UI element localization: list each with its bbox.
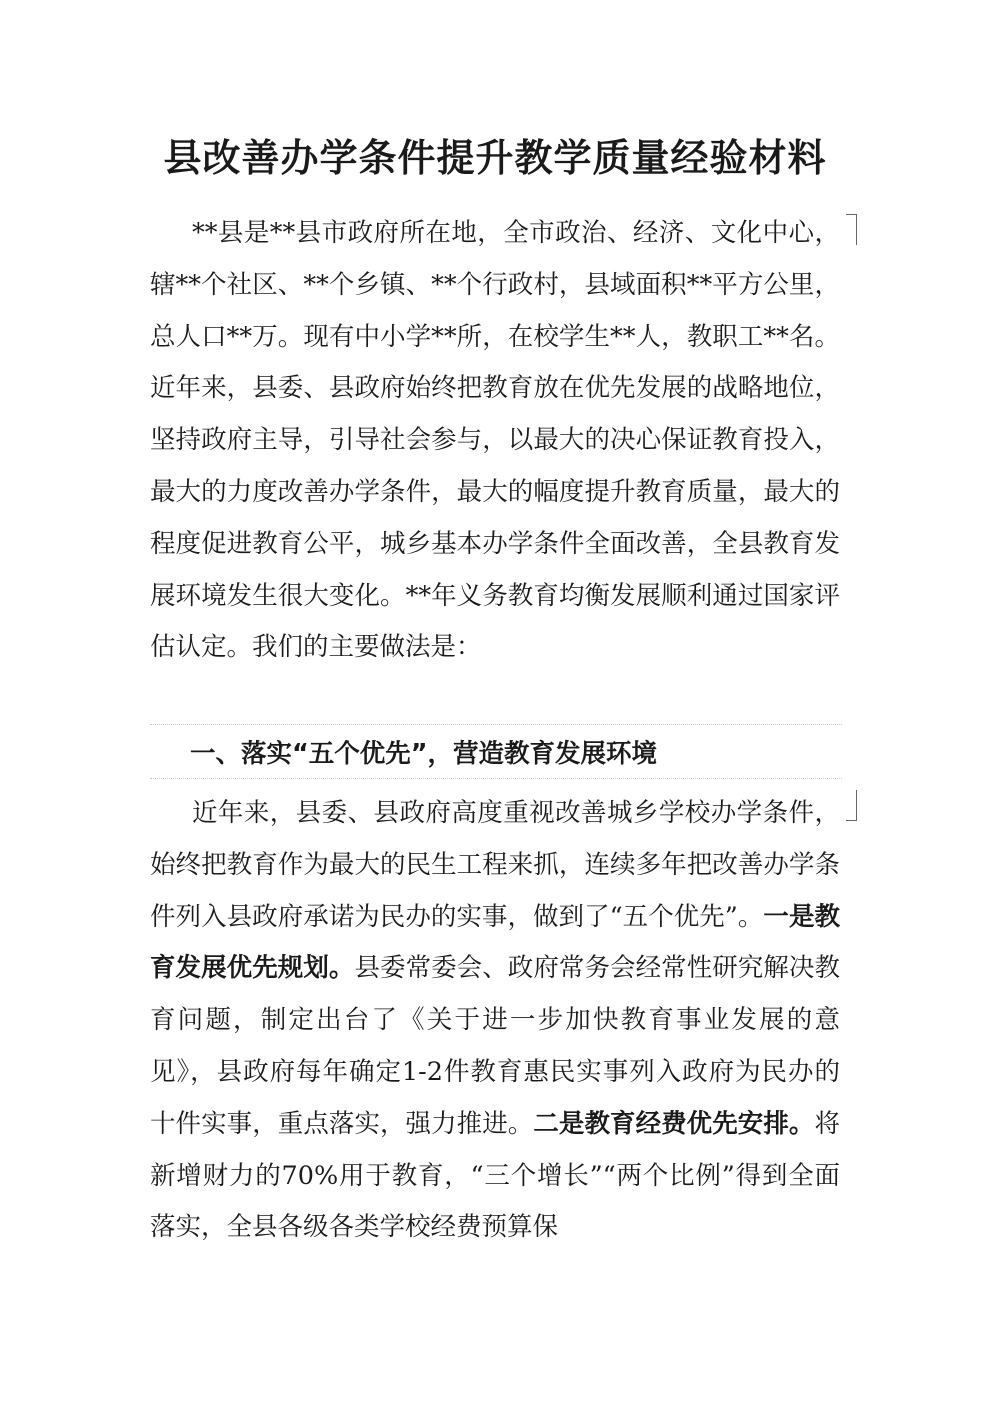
paragraph-mark (846, 214, 857, 245)
section-divider (150, 724, 842, 725)
intro-paragraph: **县是**县市政府所在地，全市政治、经济、文化中心，辖**个社区、**个乡镇、**个行政村，县域面积**平方公里，总人口**万。现有中小学**所，在校学生**人，教职工**名。近年来，县委、县政府始终把教育放在优先发展的战略地位，坚持政府主导，引导社会参与，以最大的决心保证教育投入，最大的力度改善办学条件，最大的幅度提升教育质量，最大的程度促进教育公平，城乡基本办学条件全面改善，全县教育发展环境发生很大变化。**年义务教育均衡发展顺利通过国家评估认定。我们的主要做法是： (150, 218, 840, 663)
paragraph-text: 县委常委会、政府常务会经常性研究解决教育问题，制定出台了《关于进一步加快教育事业发展的意见》，县政府每年确定1-2件教育惠民实事列入政府为民办的十件实事，重点落实，强力推进。 (150, 953, 840, 1139)
paragraph-text: 近年来，县委、县政府高度重视改善城乡学校办学条件，始终把教育作为最大的民生工程来抓，连续多年把改善办学条件列入县政府承诺为民办的实事，做到了“五个优先”。 (150, 798, 840, 932)
section-paragraph (150, 788, 840, 1254)
key-point-label: 一是教育发展优先规划。 (150, 901, 840, 984)
section-divider (150, 778, 842, 779)
paragraph-text: 将新增财力的70%用于教育，“三个增长”“两个比例”得到全面落实，全县各级各类学校经费预算保 (150, 1108, 840, 1243)
document-title: 县改善办学条件提升教学质量经验材料 (163, 135, 827, 180)
key-point-label: 二是教育经费优先安排。 (533, 1108, 815, 1139)
section-heading: 一、落实“五个优先”，营造教育发展环境 (190, 739, 658, 769)
paragraph-mark (846, 790, 857, 821)
